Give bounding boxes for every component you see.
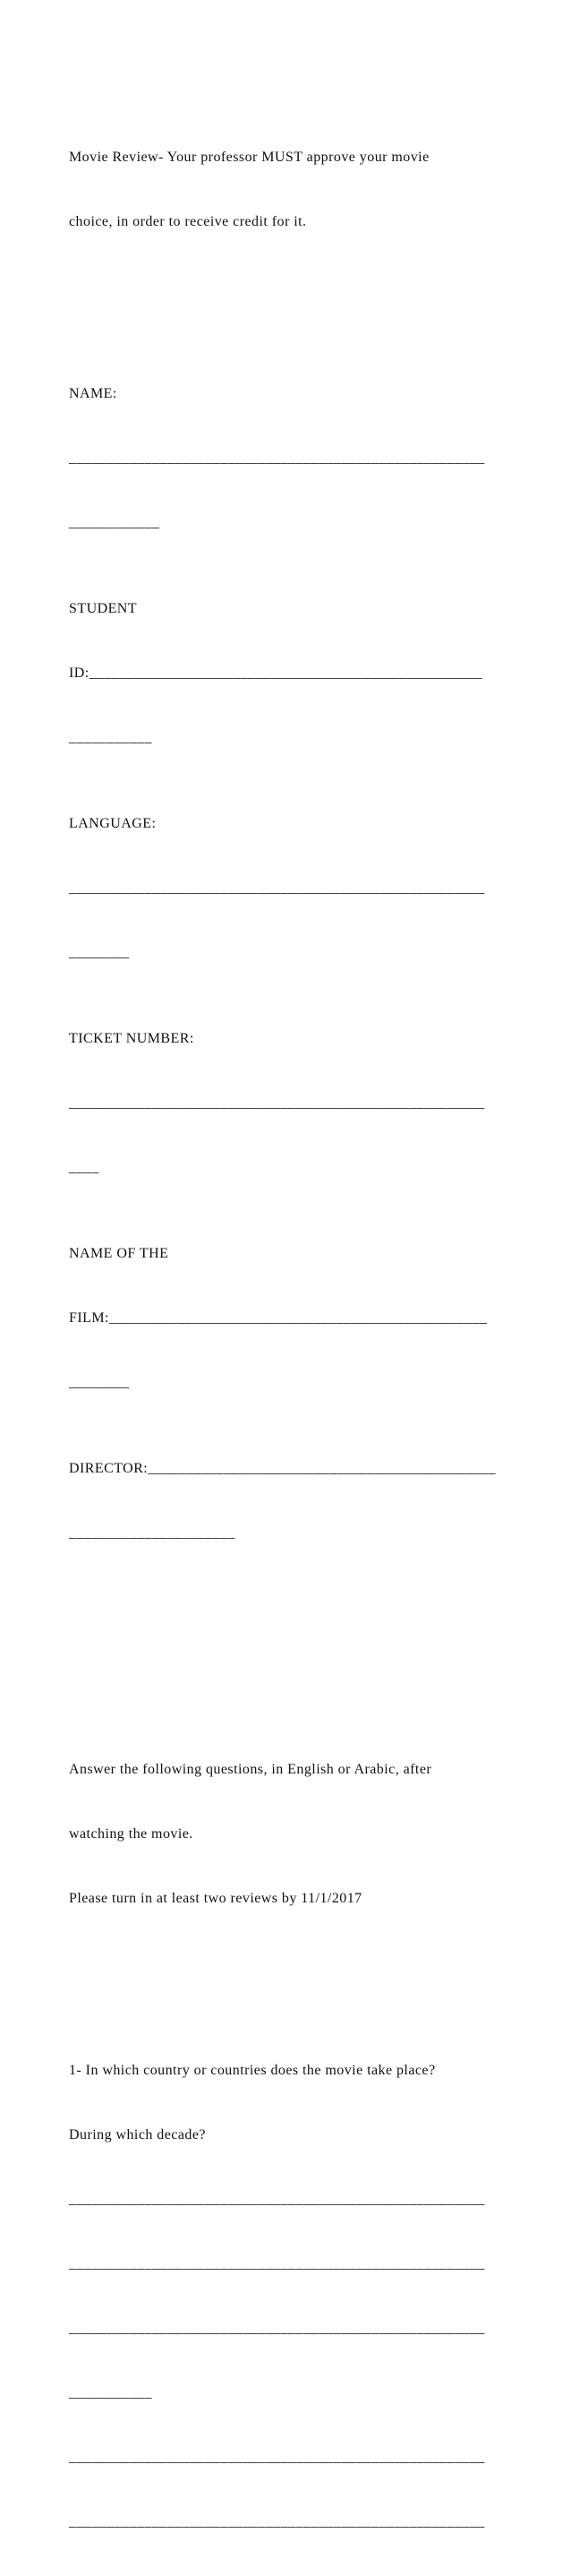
heading-line-2: choice, in order to receive credit for it. — [69, 214, 307, 229]
ticket-number-underline-1: _______________________________________________________ — [69, 1095, 485, 1111]
heading-line-1: Movie Review- Your professor MUST approve your movie — [69, 150, 430, 165]
blank-line — [69, 1673, 507, 1695]
answer-underline-6: _______________________________________________________ — [69, 2514, 485, 2529]
name-underline-1: _______________________________________________________ — [69, 451, 485, 466]
instructions-deadline: Please turn in at least two reviews by 11/1/2017 — [69, 1891, 362, 1906]
document-text — [69, 104, 507, 2576]
blank-line — [69, 1609, 507, 1630]
question-1-line-1: 1- In which country or countries does the movie take place? — [69, 2063, 436, 2078]
answer-underline-4: ___________ — [69, 2385, 152, 2400]
question-1-line-2: During which decade? — [69, 2127, 206, 2142]
language-underline-2: ________ — [69, 945, 130, 960]
instructions-line-2: watching the movie. — [69, 1826, 193, 1842]
instructions-line-1: Answer the following questions, in English or Arabic, after — [69, 1762, 432, 1777]
blank-line — [69, 1974, 507, 1996]
student-label: STUDENT — [69, 601, 138, 616]
film-name-underline-1: FILM:__________________________________________________ — [69, 1310, 488, 1326]
student-id-underline-1: ID:____________________________________________________ — [69, 665, 483, 681]
language-underline-1: _______________________________________________________ — [69, 880, 485, 896]
director-underline-2: ______________________ — [69, 1525, 235, 1541]
blank-line — [69, 297, 507, 319]
ticket-number-label: TICKET NUMBER: — [69, 1031, 194, 1046]
director-underline-1: DIRECTOR:______________________________________________ — [69, 1461, 496, 1476]
film-name-underline-2: ________ — [69, 1375, 130, 1390]
student-id-underline-2: ___________ — [69, 730, 152, 745]
name-label: NAME: — [69, 386, 117, 401]
film-name-label: NAME OF THE — [69, 1246, 169, 1261]
answer-underline-2: _______________________________________________________ — [69, 2256, 485, 2271]
name-underline-2: ____________ — [69, 515, 160, 530]
language-label: LANGUAGE: — [69, 816, 157, 831]
answer-underline-3: _______________________________________________________ — [69, 2321, 485, 2336]
answer-underline-1: _______________________________________________________ — [69, 2192, 485, 2207]
ticket-number-underline-2: ____ — [69, 1160, 99, 1175]
answer-underline-5: _______________________________________________________ — [69, 2450, 485, 2465]
